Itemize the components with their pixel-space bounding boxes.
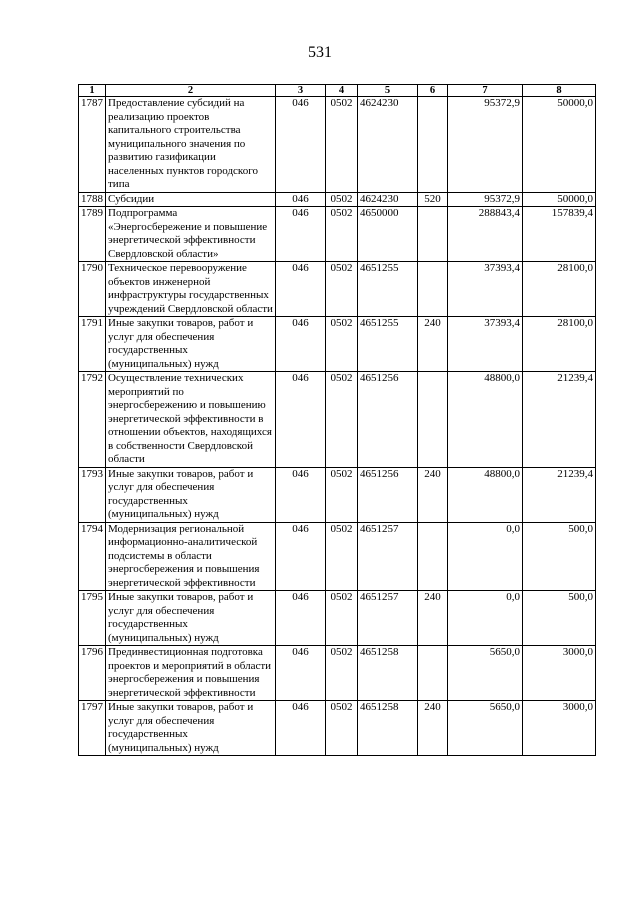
admin-code: 046 <box>276 372 326 468</box>
section-code: 0502 <box>326 522 358 591</box>
admin-code: 046 <box>276 646 326 701</box>
target-code: 4651258 <box>358 701 418 756</box>
admin-code: 046 <box>276 262 326 317</box>
row-name: Иные закупки товаров, работ и услуг для обеспечения государственных (муниципальных) нужд <box>106 591 276 646</box>
table-row <box>79 317 596 372</box>
section-code: 0502 <box>326 591 358 646</box>
column-header: 1 <box>79 85 106 97</box>
table-row <box>79 467 596 522</box>
column-header: 4 <box>326 85 358 97</box>
amount-col7: 5650,0 <box>448 701 523 756</box>
amount-col7: 5650,0 <box>448 646 523 701</box>
admin-code: 046 <box>276 192 326 207</box>
row-number: 1794 <box>79 522 106 591</box>
target-code: 4651255 <box>358 317 418 372</box>
type-code <box>418 646 448 701</box>
table-row <box>79 646 596 701</box>
row-number: 1797 <box>79 701 106 756</box>
amount-col7: 0,0 <box>448 591 523 646</box>
admin-code: 046 <box>276 591 326 646</box>
type-code <box>418 372 448 468</box>
admin-code: 046 <box>276 97 326 193</box>
type-code: 240 <box>418 701 448 756</box>
row-name: Подпрограмма «Энергосбережение и повышение энергетической эффективности Свердловской области» <box>106 207 276 262</box>
amount-col8: 21239,4 <box>523 372 596 468</box>
admin-code: 046 <box>276 701 326 756</box>
row-number: 1790 <box>79 262 106 317</box>
amount-col8: 28100,0 <box>523 262 596 317</box>
row-name: Предоставление субсидий на реализацию проектов капитального строительства муниципального значения по развитию газификации населенных пунктов городского типа <box>106 97 276 193</box>
column-header: 8 <box>523 85 596 97</box>
type-code: 240 <box>418 591 448 646</box>
table-row <box>79 97 596 193</box>
admin-code: 046 <box>276 207 326 262</box>
table-row <box>79 207 596 262</box>
type-code: 240 <box>418 467 448 522</box>
amount-col7: 95372,9 <box>448 192 523 207</box>
amount-col8: 50000,0 <box>523 97 596 193</box>
row-name: Иные закупки товаров, работ и услуг для обеспечения государственных (муниципальных) нужд <box>106 701 276 756</box>
target-code: 4651255 <box>358 262 418 317</box>
row-number: 1788 <box>79 192 106 207</box>
row-number: 1795 <box>79 591 106 646</box>
target-code: 4651258 <box>358 646 418 701</box>
budget-table <box>78 84 596 756</box>
type-code: 520 <box>418 192 448 207</box>
table-row <box>79 591 596 646</box>
section-code: 0502 <box>326 207 358 262</box>
type-code <box>418 97 448 193</box>
row-number: 1793 <box>79 467 106 522</box>
section-code: 0502 <box>326 372 358 468</box>
row-number: 1787 <box>79 97 106 193</box>
target-code: 4651256 <box>358 467 418 522</box>
column-header: 5 <box>358 85 418 97</box>
type-code <box>418 207 448 262</box>
row-name: Прединвестиционная подготовка проектов и мероприятий в области энергосбережения и повышения энергетической эффективности <box>106 646 276 701</box>
column-header: 3 <box>276 85 326 97</box>
table-row <box>79 192 596 207</box>
section-code: 0502 <box>326 317 358 372</box>
column-header: 7 <box>448 85 523 97</box>
row-number: 1792 <box>79 372 106 468</box>
column-header: 6 <box>418 85 448 97</box>
admin-code: 046 <box>276 522 326 591</box>
amount-col7: 288843,4 <box>448 207 523 262</box>
amount-col7: 48800,0 <box>448 467 523 522</box>
row-name: Осуществление технических мероприятий по энергосбережению и повышению энергетической эффективности в отношении объектов, находящихся в собственности Свердловской области <box>106 372 276 468</box>
target-code: 4651257 <box>358 522 418 591</box>
amount-col8: 500,0 <box>523 522 596 591</box>
section-code: 0502 <box>326 701 358 756</box>
section-code: 0502 <box>326 262 358 317</box>
table-row <box>79 372 596 468</box>
section-code: 0502 <box>326 646 358 701</box>
amount-col8: 500,0 <box>523 591 596 646</box>
row-number: 1791 <box>79 317 106 372</box>
type-code <box>418 522 448 591</box>
column-header: 2 <box>106 85 276 97</box>
row-name: Иные закупки товаров, работ и услуг для обеспечения государственных (муниципальных) нужд <box>106 317 276 372</box>
amount-col7: 37393,4 <box>448 317 523 372</box>
row-name: Субсидии <box>106 192 276 207</box>
type-code <box>418 262 448 317</box>
section-code: 0502 <box>326 97 358 193</box>
target-code: 4624230 <box>358 192 418 207</box>
row-number: 1796 <box>79 646 106 701</box>
page-number: 531 <box>308 44 332 61</box>
row-name: Модернизация региональной информационно-аналитической подсистемы в области энергосбережения и повышения энергетической эффективности <box>106 522 276 591</box>
target-code: 4651256 <box>358 372 418 468</box>
amount-col8: 21239,4 <box>523 467 596 522</box>
amount-col8: 3000,0 <box>523 646 596 701</box>
amount-col8: 28100,0 <box>523 317 596 372</box>
row-name: Техническое перевооружение объектов инженерной инфраструктуры государственных учреждений Свердловской области <box>106 262 276 317</box>
row-name: Иные закупки товаров, работ и услуг для обеспечения государственных (муниципальных) нужд <box>106 467 276 522</box>
amount-col8: 3000,0 <box>523 701 596 756</box>
amount-col7: 0,0 <box>448 522 523 591</box>
amount-col7: 48800,0 <box>448 372 523 468</box>
table-row <box>79 701 596 756</box>
row-number: 1789 <box>79 207 106 262</box>
target-code: 4624230 <box>358 97 418 193</box>
amount-col7: 95372,9 <box>448 97 523 193</box>
admin-code: 046 <box>276 467 326 522</box>
amount-col8: 50000,0 <box>523 192 596 207</box>
section-code: 0502 <box>326 467 358 522</box>
type-code: 240 <box>418 317 448 372</box>
target-code: 4651257 <box>358 591 418 646</box>
table-row <box>79 262 596 317</box>
table-row <box>79 522 596 591</box>
target-code: 4650000 <box>358 207 418 262</box>
amount-col7: 37393,4 <box>448 262 523 317</box>
amount-col8: 157839,4 <box>523 207 596 262</box>
section-code: 0502 <box>326 192 358 207</box>
header-row <box>79 85 596 97</box>
admin-code: 046 <box>276 317 326 372</box>
